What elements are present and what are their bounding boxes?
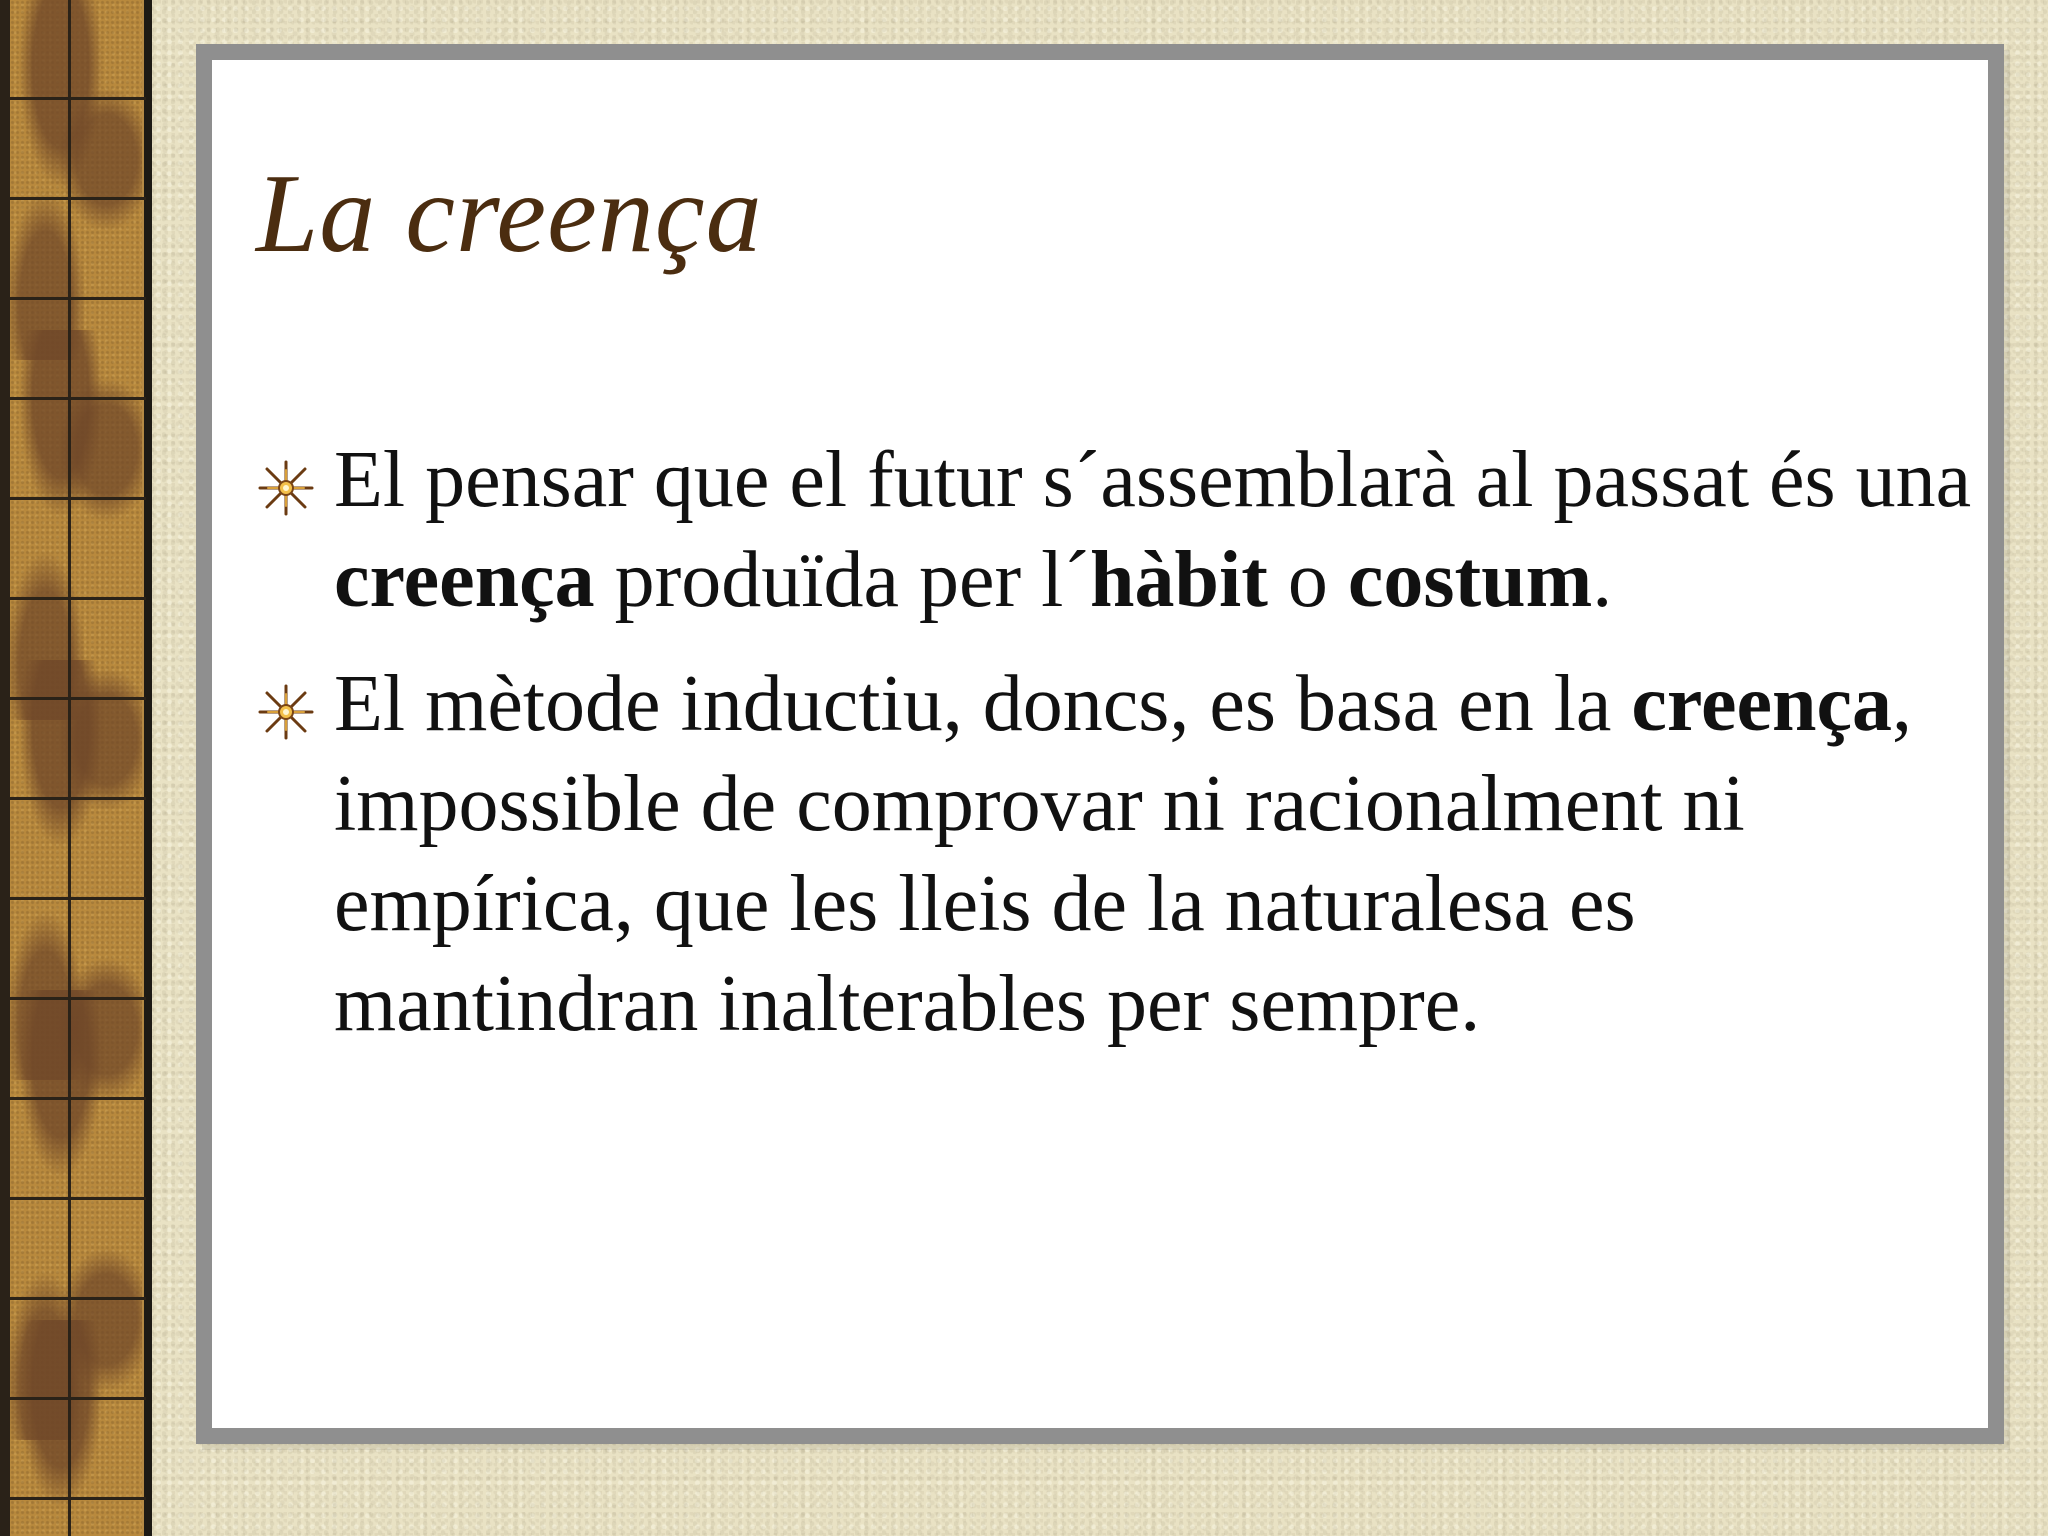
star-burst-icon <box>256 458 316 518</box>
strip-edge-left <box>0 0 10 1536</box>
bullet-item-2 <box>256 654 1976 1054</box>
bullet-text <box>334 436 1971 624</box>
slide-frame <box>196 44 2004 1444</box>
star-burst-icon <box>256 682 316 742</box>
bullet-2-part-2: creença <box>1631 660 1893 748</box>
slide-content <box>212 60 1988 1428</box>
strip-grid <box>0 0 152 1536</box>
bullet-text <box>334 660 1912 1048</box>
bullet-2-part-3: , impossible de comprovar ni racionalment ni empírica, que les lleis de la naturalesa es mantindran inalterables per sempre. <box>334 660 1913 1048</box>
bullet-1-part-7: . <box>1592 536 1613 624</box>
decorative-side-strip <box>0 0 152 1536</box>
bullet-list <box>256 430 1976 1078</box>
slide-title: La creença <box>256 152 763 276</box>
bullet-1-part-2: creença <box>334 536 595 624</box>
bullet-1-part-4: hàbit <box>1089 536 1268 624</box>
strip-edge-right <box>146 0 152 1536</box>
bullet-2-part-1: El mètode inductiu, doncs, es basa en la <box>334 660 1632 748</box>
bullet-1-part-3: produïda per l´ <box>594 536 1090 624</box>
bullet-1-part-5: o <box>1267 536 1348 624</box>
bullet-1-part-6: costum <box>1347 536 1593 624</box>
bullet-item-1 <box>256 430 1976 630</box>
bullet-1-part-1: El pensar que el futur s´assemblarà al passat és una <box>334 436 1972 524</box>
